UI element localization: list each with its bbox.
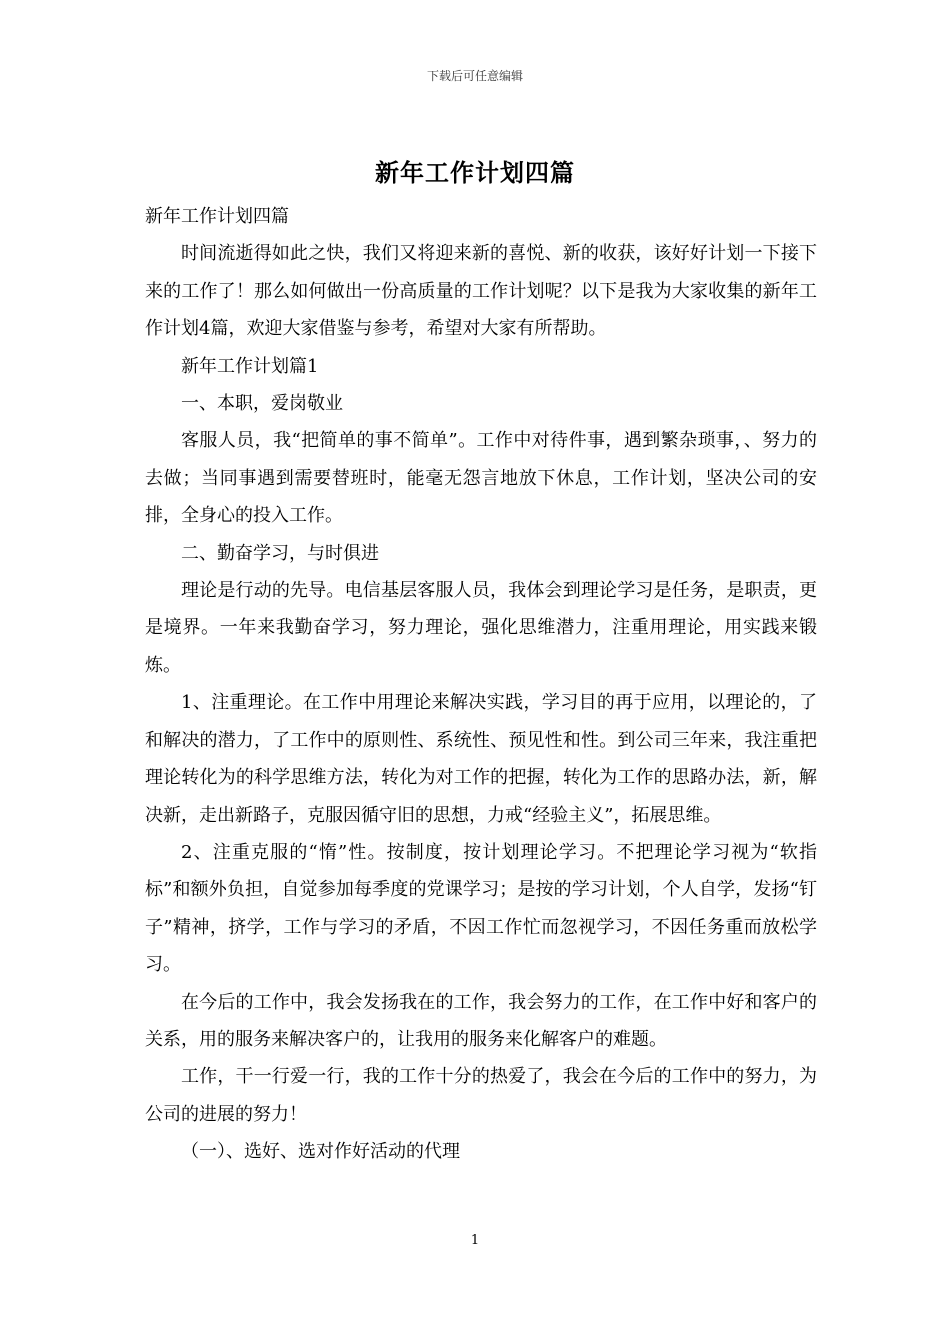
document-title: 新年工作计划四篇 bbox=[375, 158, 575, 187]
paragraph: 1、注重理论。在工作中用理论来解决实践，学习目的再于应用，以理论的，了和解决的潜力，了工作中的原则性、系统性、预见性和性。到公司三年来，我注重把理论转化为的科学思维方法，转化为对工作的把握，转化为工作的思路办法，新，解决新，走出新路子，克服因循守旧的思想，力戒“经验主义”，拓展思维。 bbox=[145, 692, 817, 826]
section-heading-2: 二、勤奋学习，与时俱进 bbox=[181, 542, 379, 564]
sub-heading: （一）、选好、选对作好活动的代理 bbox=[181, 1141, 460, 1163]
paragraph: 理论是行动的先导。电信基层客服人员，我体会到理论学习是任务，是职责，更是境界。一年来我勤奋学习，努力理论，强化思维潜力，注重用理论，用实践来锻炼。 bbox=[145, 580, 817, 676]
page-header-note: 下载后可任意编辑 bbox=[426, 69, 523, 83]
document-body bbox=[145, 198, 817, 1171]
paragraph: 2、注重克服的“惰”性。按制度，按计划理论学习。不把理论学习视为“软指标”和额外负担，自觉参加每季度的党课学习；是按的学习计划，个人自学，发扬“钉子”精神，挤学，工作与学习的矛盾，不因工作忙而忽视学习，不因任务重而放松学习。 bbox=[145, 841, 817, 976]
paragraph-subtitle: 新年工作计划四篇 bbox=[145, 206, 289, 227]
section-heading-1: 一、本职，爱岗敬业 bbox=[181, 393, 343, 415]
paragraph-intro: 时间流逝得如此之快，我们又将迎来新的喜悦、新的收获，该好好计划一下接下来的工作了！那么如何做出一份高质量的工作计划呢？以下是我为大家收集的新年工作计划4篇，欢迎大家借鉴与参考，希望对大家有所帮助。 bbox=[145, 243, 817, 340]
paragraph: 在今后的工作中，我会发扬我在的工作，我会努力的工作，在工作中好和客户的关系，用的服务来解决客户的，让我用的服务来化解客户的难题。 bbox=[145, 991, 817, 1050]
paragraph: 工作，干一行爱一行，我的工作十分的热爱了，我会在今后的工作中的努力，为公司的进展的努力！ bbox=[145, 1066, 817, 1125]
page-number: 1 bbox=[470, 1233, 480, 1248]
section-heading-plan-1: 新年工作计划篇1 bbox=[181, 355, 319, 377]
paragraph: 客服人员，我“把简单的事不简单”。工作中对待件事，遇到繁杂琐事，、努力的去做；当同事遇到需要替班时，能毫无怨言地放下休息，工作计划，坚决公司的安排，全身心的投入工作。 bbox=[145, 430, 817, 527]
